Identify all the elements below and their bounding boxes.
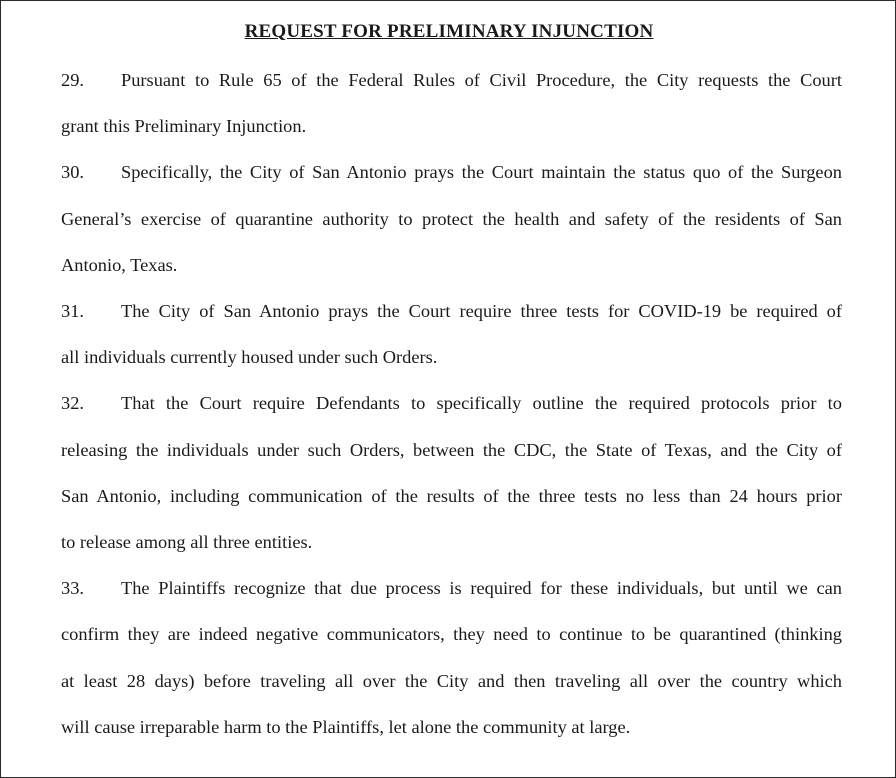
paragraph-33-line-3: at least 28 days) before traveling all over the City and then traveling all over the country which (61, 671, 842, 691)
paragraph-32-line-4: to release among all three entities. (61, 532, 313, 552)
paragraph-33-line-2: confirm they are indeed negative communicators, they need to continue to be quarantined (thinking (61, 624, 842, 644)
paragraph-number: 31. (61, 301, 84, 321)
paragraph-text: The City of San Antonio prays the Court require three tests for COVID-19 be required of (121, 301, 842, 321)
paragraph-33-line-4: will cause irreparable harm to the Plaintiffs, let alone the community at large. (61, 717, 631, 737)
paragraph-number: 29. (61, 70, 84, 90)
paragraph-30-line-3: Antonio, Texas. (61, 255, 178, 275)
paragraph-31-line-2: all individuals currently housed under such Orders. (61, 347, 438, 367)
paragraph-32-line-1 (61, 392, 842, 414)
document-heading: REQUEST FOR PRELIMINARY INJUNCTION (244, 21, 654, 42)
paragraph-text: Specifically, the City of San Antonio prays the Court maintain the status quo of the Surgeon (121, 162, 842, 182)
paragraph-29-line-2: grant this Preliminary Injunction. (61, 116, 307, 136)
paragraph-31-line-1 (61, 300, 842, 322)
paragraph-29-line-1 (61, 69, 842, 91)
paragraph-number: 32. (61, 393, 84, 413)
paragraph-32-line-2: releasing the individuals under such Orders, between the CDC, the State of Texas, and the City of (61, 440, 842, 460)
paragraph-number: 30. (61, 162, 84, 182)
paragraph-text: That the Court require Defendants to specifically outline the required protocols prior to (121, 393, 842, 413)
paragraph-number: 33. (61, 578, 84, 598)
paragraph-30-line-2: General’s exercise of quarantine authority to protect the health and safety of the residents of San (61, 209, 842, 229)
paragraph-text: The Plaintiffs recognize that due process is required for these individuals, but until we can (121, 578, 842, 598)
paragraph-text: Pursuant to Rule 65 of the Federal Rules of Civil Procedure, the City requests the Court (121, 70, 842, 90)
paragraph-32-line-3: San Antonio, including communication of the results of the three tests no less than 24 hours prior (61, 486, 842, 506)
paragraph-30-line-1 (61, 161, 842, 183)
paragraph-33-line-1 (61, 577, 842, 599)
